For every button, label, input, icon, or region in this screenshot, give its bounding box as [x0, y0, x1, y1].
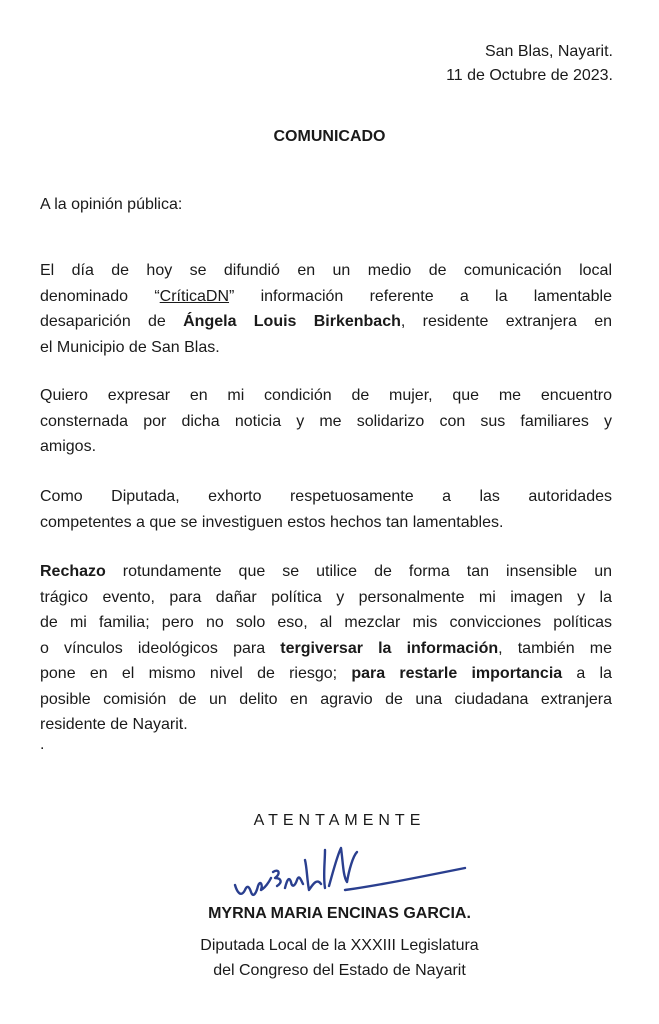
closing-word: ATENTAMENTE: [253, 812, 426, 829]
date-block: [446, 40, 613, 88]
signatory-name: MYRNA MARIA ENCINAS GARCIA.: [208, 905, 471, 922]
signatory-role: [0, 933, 659, 983]
date-line: 11 de Octubre de 2023.: [446, 67, 613, 84]
p4-line-7: residente de Nayarit.: [40, 716, 188, 733]
handwritten-signature: [225, 840, 475, 910]
p1-line-2: denominado “CríticaDN” información referente a la lamentable: [40, 287, 613, 305]
document-title: COMUNICADO: [273, 128, 386, 145]
p1-line-1: El día de hoy se difundió en un medio de comunicación local: [40, 262, 612, 279]
trailing-mark: .: [40, 736, 45, 753]
role-line-1: Diputada Local de la XXXIII Legislatura: [200, 937, 479, 954]
paragraph-3: [40, 484, 612, 535]
p2-line-1: Quiero expresar en mi condición de mujer, que me encuentro: [40, 387, 612, 404]
p4-line-5: pone en el mismo nivel de riesgo; para restarle importancia a la: [40, 665, 613, 682]
p4-line-6: posible comisión de un delito en agravio de una ciudadana extranjera: [40, 690, 612, 708]
p2-line-2: consternada por dicha noticia y me solidarizo con sus familiares y: [40, 412, 612, 430]
p1-line-4: el Municipio de San Blas.: [40, 338, 220, 356]
p4-line-3: de mi familia; pero no solo eso, al mezclar mis convicciones políticas: [40, 614, 612, 631]
p4-line-1: Rechazo rotundamente que se utilice de forma tan insensible un: [40, 563, 612, 580]
p1-line-3: desaparición de Ángela Louis Birkenbach, residente extranjera en: [40, 313, 612, 330]
salutation: A la opinión pública:: [40, 196, 183, 213]
role-line-2: del Congreso del Estado de Nayarit: [213, 962, 466, 979]
place-line: San Blas, Nayarit.: [484, 43, 613, 60]
media-name: CríticaDN: [159, 287, 230, 305]
p2-line-3: amigos.: [40, 438, 97, 455]
paragraph-1: [40, 258, 612, 360]
missing-person-name: Ángela Louis Birkenbach: [183, 313, 401, 330]
p4-line-4: o vínculos ideológicos para tergiversar la información, también me: [40, 639, 613, 657]
paragraph-2: [40, 383, 612, 460]
p3-line-2: competentes a que se investiguen estos hechos tan lamentables.: [40, 513, 504, 531]
p4-line-2: trágico evento, para dañar política y personalmente mi imagen y la: [40, 588, 612, 606]
paragraph-4: [40, 559, 612, 738]
p3-line-1: Como Diputada, exhorto respetuosamente a las autoridades: [40, 488, 612, 505]
